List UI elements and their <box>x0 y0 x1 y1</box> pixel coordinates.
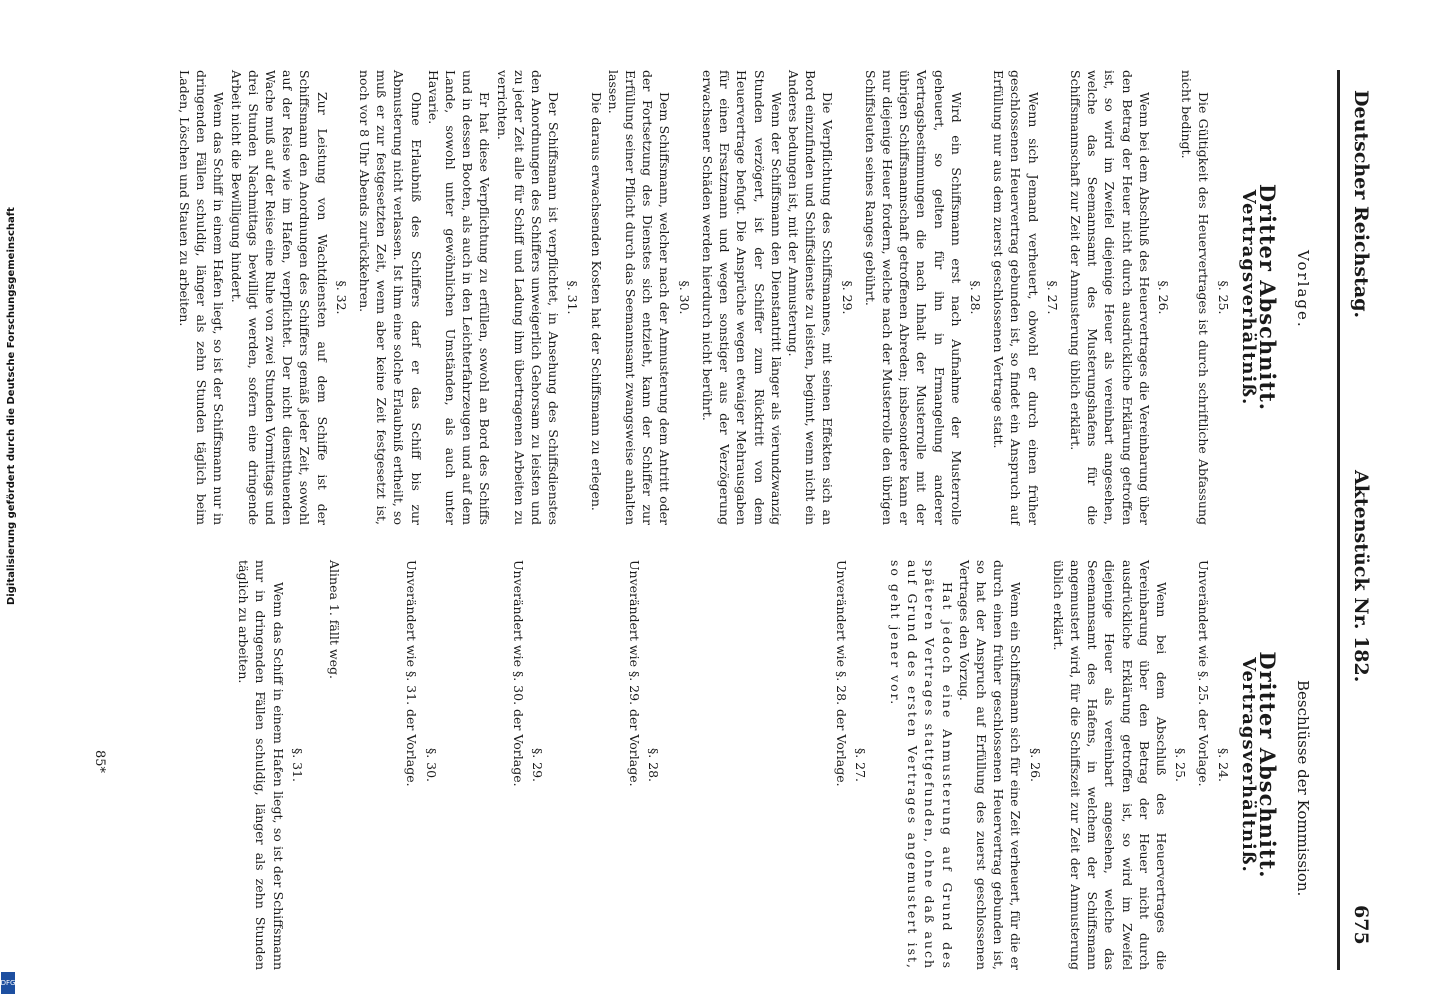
section-number: §. 28. <box>967 280 983 315</box>
section-text: Wenn das Schiff in einem Hafen liegt, so ist der Schiffsmann nur in dringenden Fällen schuldig, länger als zehn Stunden täglich zu arbeiten. <box>236 560 286 970</box>
section-number: §. 30. <box>676 280 692 315</box>
header-document-number: Aktenstück Nr. 182. <box>1350 470 1372 683</box>
left-column <box>176 70 1282 525</box>
section-text: Wenn der Schiffsmann den Dienstantritt länger als vierundzwanzig Stunden verzögert, ist der Schiffer zum Rücktritt von dem Heuervertrage befugt. Die Ansprüche wegen etwaiger Mehrausgaben für einen Ersatzmann und wegen sonstiger aus der Verzögerung erwachsener Schäden werden hierdurch nicht berührt. <box>699 70 784 525</box>
section-text: Unverändert wie §. 28. der Vorlage. <box>833 560 849 787</box>
header-page-number: 675 <box>1350 905 1372 945</box>
header-rule <box>1337 70 1340 970</box>
section-number: §. 31. <box>565 280 581 315</box>
section-number: §. 31. <box>289 747 305 783</box>
section-number: §. 29. <box>529 747 545 783</box>
section-number: §. 27. <box>1044 280 1060 315</box>
section-text: Unverändert wie §. 25. der Vorlage. <box>1196 560 1212 787</box>
section-text: Wenn bei dem Abschluß des Heuervertrages die Vereinbarung über den Betrag der Heuer nicht durch ausdrückliche Erklärung getroffen ist, so wird im Zweifel diejenige Heuer als vereinbart angesehen, welche das Seemannsamt des Musterungshafens für die Schiffsmannschaft zur Zeit der Anmusterung üblich erklärt. <box>1067 70 1152 525</box>
section-text: Die Verpflichtung des Schiffsmannes, mit seinen Effekten sich an Bord einzufinden und Schiffsdienste zu leisten, beginnt, wenn nicht ein Anderes bedungen ist, mit der Anmusterung. <box>785 70 836 525</box>
page-signature: 85* <box>92 750 107 774</box>
section-text-emphasis: Hat jedoch eine Anmusterung auf Grund des späteren Vertrages stattgefunden, ohne daß auch auf Grund des ersten Vertrages angemustert ist, so geht jener vor. <box>887 560 955 970</box>
dfg-logo-text: DFG <box>0 979 16 987</box>
digitization-credit: Digitalisierung gefördert durch die Deutsche Forschungsgemeinschaft <box>6 207 17 605</box>
section-text: Ohne Erlaubniß des Schiffers darf er das Schiff bis zur Abmusterung nicht verlassen. Ist ihm eine solche Erlaubniß ertheilt, so muß er zur festgesetzten Zeit, wenn aber keine Zeit festgesetzt ist, noch vor 8 Uhr Abends zurückkehren. <box>357 70 424 525</box>
section-text: Wenn bei dem Abschluß des Heuervertrages die Vereinbarung über den Betrag der Heuer nicht durch ausdrückliche Erklärung getroffen ist, so wird im Zweifel diejenige Heuer als vereinbart angesehen, welche das Seemannsamt des Hafens, in welchem der Schiffsmann angemustert wird, für die Schiffszeit zur Zeit der Anmusterung üblich erklärt. <box>1050 560 1169 970</box>
section-number: §. 26. <box>1027 747 1043 783</box>
section-text: Wird ein Schiffsmann erst nach Aufnahme der Musterrolle geheuert, so gelten für ihn in Ermangelung anderer Vertragsbestimmungen die nach Inhalt der Musterrolle mit der übrigen Schiffsmannschaft getroffenen Abreden; insbesondere kann er nur diejenige Heuer fordern, welche nach der Musterrolle den übrigen Schiffsleuten seines Ranges gebührt. <box>862 70 964 525</box>
section-text: Der Schiffsmann ist verpflichtet, in Ansehung des Schiffsdienstes den Anordnungen des Schiffers unweigerlich Gehorsam zu leisten und zu jeder Zeit alle für Schiff und Ladung ihm übertragenen Arbeiten zu verrichten. <box>494 70 562 525</box>
section-number: §. 24. <box>1215 747 1231 783</box>
section-text: Zur Leistung von Wachtdiensten auf dem Schiffe ist der Schiffsmann den Anordnungen des Schiffers gemäß jeder Zeit, sowohl auf der Reise wie im Hafen, verpflichtet. Der nicht dienstthuenden Wache muß auf der Reise eine Ruhe von zwei Stunden Vormittags und drei Stunden Nachmittags bewilligt werden, sofern eine dringende Arbeit nicht die Bewilligung hindert. <box>228 70 330 525</box>
section-number: §. 30. <box>423 747 439 783</box>
right-column-heading: Beschlüsse der Kommission. <box>1294 680 1312 897</box>
section-number: §. 25. <box>1173 747 1189 783</box>
left-column-heading: Vorlage. <box>1294 250 1312 329</box>
section-text: Unverändert wie §. 30. der Vorlage. <box>510 560 526 787</box>
section-text: Wenn das Schiff in einem Hafen liegt, so ist der Schiffsmann nur in dringenden Fällen schuldig, länger als zehn Stunden täglich beim Laden, Löschen und Stauen zu arbeiten. <box>177 70 227 525</box>
section-text: Die Gültigkeit des Heuervertrages ist durch schriftliche Abfassung nicht bedingt. <box>1179 70 1212 525</box>
section-number: §. 32. <box>333 280 349 315</box>
section-text: Die daraus erwachsenden Kosten hat der Schiffsmann zu erlegen. <box>588 92 604 511</box>
section-number: §. 26. <box>1155 280 1171 315</box>
right-chapter-title: Dritter Abschnitt. <box>1255 651 1280 879</box>
right-chapter-subtitle: Vertragsverhältniß. <box>1237 657 1259 873</box>
section-text: Er hat diese Verpflichtung zu erfüllen, sowohl an Bord des Schiffs und in dessen Booten, als auch in den Leichterfahrzeugen und auf dem Lande, sowohl unter gewöhnlichen Umständen, als auch unter Havarie. <box>425 70 493 525</box>
section-number: §. 27. <box>852 747 868 783</box>
section-number: §. 28. <box>646 747 662 783</box>
section-text: Unverändert wie §. 31. der Vorlage. <box>404 560 420 787</box>
section-number: §. 29. <box>839 280 855 315</box>
left-chapter-title: Dritter Abschnitt. <box>1255 183 1280 412</box>
header-publication: Deutscher Reichstag. <box>1350 90 1372 319</box>
section-text: Unverändert wie §. 29. der Vorlage. <box>627 560 643 787</box>
dfg-logo <box>1 972 15 994</box>
section-number: §. 25. <box>1215 280 1231 315</box>
section-text: Dem Schiffsmann, welcher nach der Anmusterung dem Antritt oder der Fortsetzung des Dienstes sich entzieht, kann der Schiffer zur Erfüllung seiner Pflicht durch das Seemannsamt zwangsweise anhalten lassen. <box>605 70 673 525</box>
right-column <box>235 560 1282 970</box>
section-note: Alinea 1. fällt weg. <box>327 560 343 679</box>
left-chapter-subtitle: Vertragsverhältniß. <box>1237 189 1259 406</box>
section-text: Wenn ein Schiffsmann sich für eine Zeit verheuert, für die er durch einen früher geschlossenen Heuervertrag gebunden ist, so hat der Anspruch auf Erfüllung des zuerst geschlossenen Vertrages den Vorzug. <box>956 560 1024 970</box>
section-text: Wenn sich Jemand verheuert, obwohl er durch einen früher geschlossenen Heuervertrag gebunden ist, so findet ein Anspruch auf Erfüllung nur aus dem zuerst geschlossenen Vertrage statt. <box>991 70 1041 525</box>
